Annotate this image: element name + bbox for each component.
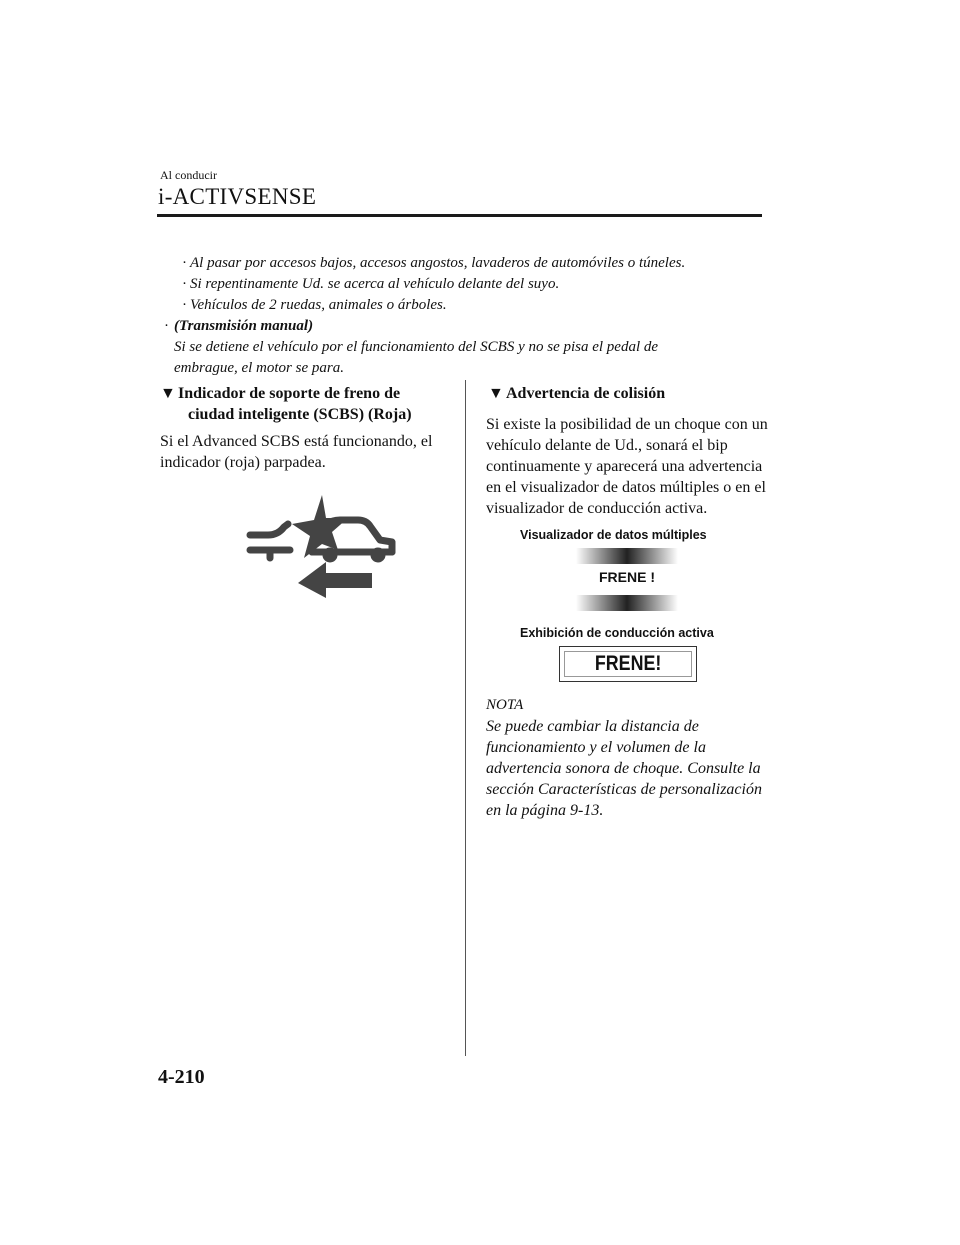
column-divider — [465, 380, 466, 1056]
active-display-brake-warning: FRENE! — [594, 652, 662, 675]
heading-marker: ▼ — [488, 385, 504, 402]
heading-marker: ▼ — [160, 385, 176, 402]
active-display-warning-box — [559, 646, 697, 682]
section-label: Al conducir — [160, 168, 217, 182]
note-title: NOTA — [486, 697, 524, 713]
multi-display-gradient-top — [576, 548, 678, 564]
multi-display-caption: Visualizador de datos múltiples — [520, 528, 707, 542]
active-display-caption: Exhibición de conducción activa — [520, 626, 714, 640]
multi-display-gradient-bottom — [576, 595, 678, 611]
manual-transmission-item — [158, 316, 772, 379]
list-item: · Si repentinamente Ud. se acerca al vehículo delante del suyo. — [172, 274, 772, 295]
scbs-indicator-icon — [240, 490, 400, 600]
list-item: · Vehículos de 2 ruedas, animales o árboles. — [172, 295, 772, 316]
chapter-title: i-ACTIVSENSE — [158, 184, 317, 209]
heading-text-line2: ciudad inteligente (SCBS) (Roja) — [188, 406, 412, 423]
collision-warning-paragraph: Si existe la posibilidad de un choque con un vehículo delante de Ud., sonará el bip continuamente y aparecerá una advertencia en el visualizador de datos múltiples o en el visualizador de conducción activa. — [486, 416, 768, 517]
scbs-indicator-paragraph: Si el Advanced SCBS está funcionando, el indicador (roja) parpadea. — [160, 433, 433, 471]
header-rule — [157, 214, 762, 217]
collision-warning-heading — [488, 383, 778, 404]
scbs-indicator-heading — [160, 383, 460, 425]
list-item: · Al pasar por accesos bajos, accesos angostos, lavaderos de automóviles o túneles. — [172, 253, 772, 274]
multi-display-brake-warning: FRENE ! — [599, 569, 655, 585]
manual-transmission-text-line2: embrague, el motor se para. — [174, 360, 344, 376]
manual-transmission-text-line1: Si se detiene el vehículo por el funcionamiento del SCBS y no se pisa el pedal de — [174, 339, 659, 355]
page-number: 4-210 — [158, 1066, 205, 1088]
heading-text-line1: Indicador de soporte de freno de — [178, 385, 401, 402]
conditions-list — [172, 253, 772, 379]
note-body: Se puede cambiar la distancia de funcionamiento y el volumen de la advertencia sonora de choque. Consulte la sección Características de personalización en la página 9-13. — [486, 718, 762, 819]
manual-transmission-title: · (Transmisión manual) — [174, 318, 314, 334]
heading-text: Advertencia de colisión — [506, 385, 666, 402]
